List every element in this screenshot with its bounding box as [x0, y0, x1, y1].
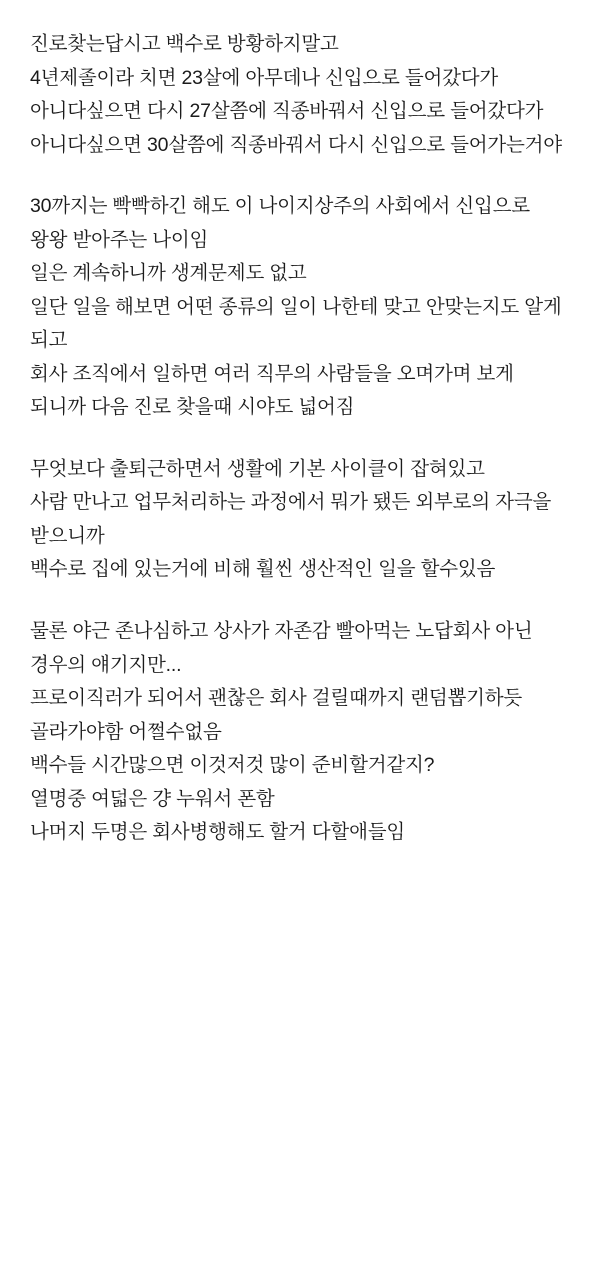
text-line: 백수들 시간많으면 이것저것 많이 준비할거같지?: [30, 754, 435, 777]
text-line: 열명중 여덟은 걍 누워서 폰함: [30, 787, 275, 810]
text-line: 나머지 두명은 회사병행해도 할거 다할애들임: [30, 821, 405, 844]
text-line: 아니다싶으면 다시 27살쯤에 직종바꿔서 신입으로 들어갔다가: [30, 100, 544, 123]
text-line: 사람 만나고 업무처리하는 과정에서 뭐가 됐든 외부로의 자극을 받으니까: [30, 491, 552, 547]
text-line: 아니다싶으면 30살쯤에 직종바꿔서 다시 신입으로 들어가는거야: [30, 133, 562, 156]
paragraph-3: [30, 453, 570, 587]
text-line: 진로찾는답시고 백수로 방황하지말고: [30, 33, 339, 55]
paragraph-4: [30, 615, 570, 850]
text-line: 4년제졸이라 치면 23살에 아무데나 신입으로 들어갔다가: [30, 66, 499, 89]
text-line: 물론 야근 존나심하고 상사가 자존감 빨아먹는 노답회사 아닌 경우의 얘기지만...: [30, 619, 533, 676]
text-line: 백수로 집에 있는거에 비해 훨씬 생산적인 일을 할수있음: [30, 558, 496, 581]
paragraph-1: [30, 28, 570, 162]
text-line: 프로이직러가 되어서 괜찮은 회사 걸릴때까지 랜덤뽑기하듯 골라가야함 어쩔수없음: [30, 687, 523, 743]
text-line: 30까지는 빡빡하긴 해도 이 나이지상주의 사회에서 신입으로 왕왕 받아주는 나이임: [30, 195, 530, 251]
paragraph-2: [30, 190, 570, 425]
text-line: 무엇보다 출퇴근하면서 생활에 기본 사이클이 잡혀있고: [30, 457, 485, 480]
text-line: 회사 조직에서 일하면 여러 직무의 사람들을 오며가며 보게 되니까 다음 진로 찾을때 시야도 넓어짐: [30, 362, 514, 419]
text-line: 일은 계속하니까 생계문제도 없고: [30, 262, 307, 285]
text-line: 일단 일을 해보면 어떤 종류의 일이 나한테 맞고 안맞는지도 알게 되고: [30, 295, 562, 352]
